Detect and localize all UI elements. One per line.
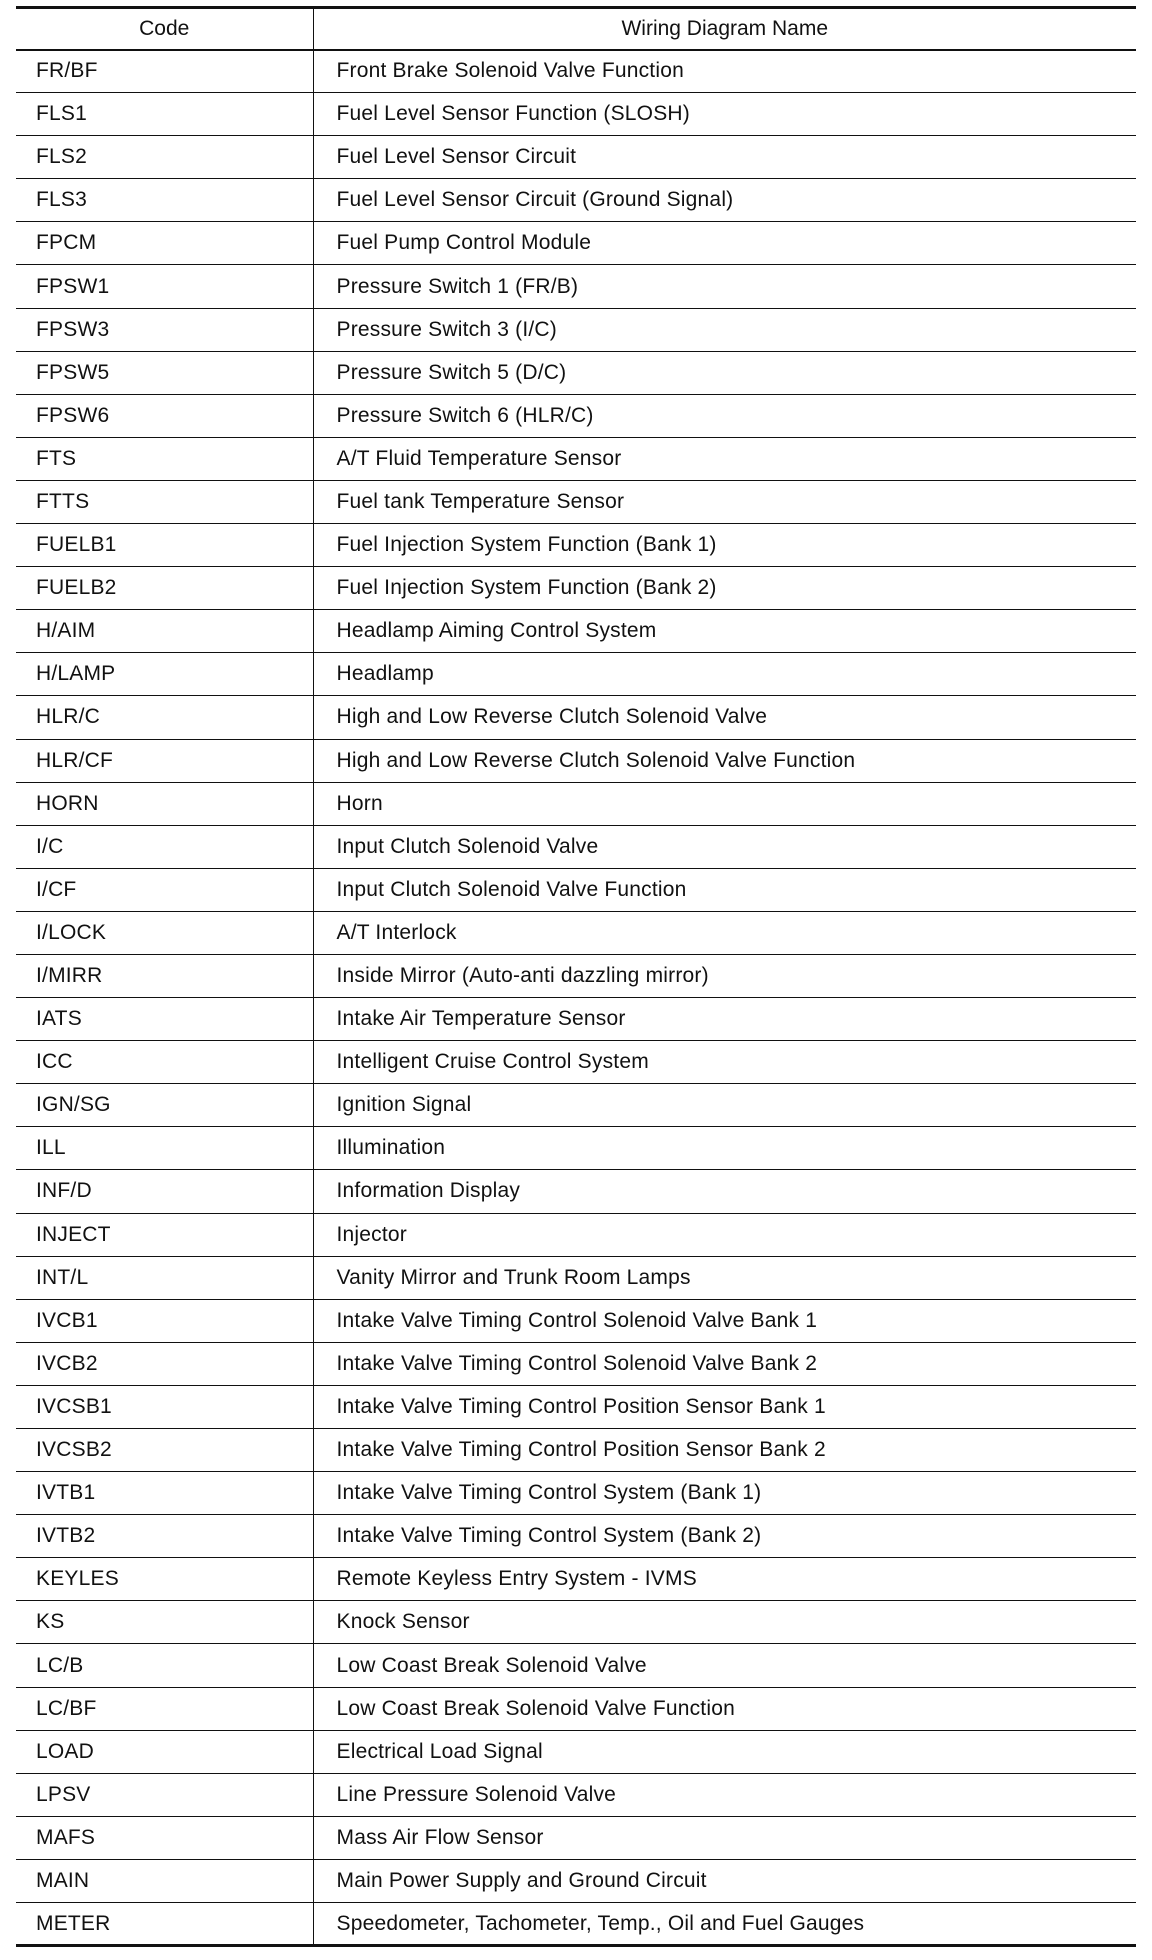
table-header (16, 8, 1136, 50)
wiring-diagram-name-cell: Intake Valve Timing Control Solenoid Valve Bank 1 (313, 1299, 1136, 1342)
code-cell: INJECT (16, 1213, 313, 1256)
wiring-diagram-name-cell: A/T Interlock (313, 911, 1136, 954)
code-cell: IVCB1 (16, 1299, 313, 1342)
wiring-diagram-name-cell: Information Display (313, 1170, 1136, 1213)
table-row (16, 1385, 1136, 1428)
code-cell: INT/L (16, 1256, 313, 1299)
code-column-header: Code (16, 8, 313, 50)
wiring-diagram-name-cell: Low Coast Break Solenoid Valve (313, 1644, 1136, 1687)
table-row (16, 567, 1136, 610)
wiring-diagram-name-cell: Intake Air Temperature Sensor (313, 998, 1136, 1041)
table-row (16, 1903, 1136, 1946)
table-row (16, 1256, 1136, 1299)
code-cell: HORN (16, 782, 313, 825)
wiring-diagram-name-cell: Fuel Level Sensor Function (SLOSH) (313, 93, 1136, 136)
code-cell: HLR/C (16, 696, 313, 739)
wiring-diagram-name-cell: Intelligent Cruise Control System (313, 1041, 1136, 1084)
code-cell: FTTS (16, 480, 313, 523)
table-row (16, 351, 1136, 394)
wiring-diagram-name-cell: Low Coast Break Solenoid Valve Function (313, 1687, 1136, 1730)
wiring-diagram-name-cell: Fuel Injection System Function (Bank 2) (313, 567, 1136, 610)
wiring-diagram-name-cell: Line Pressure Solenoid Valve (313, 1773, 1136, 1816)
code-cell: FUELB2 (16, 567, 313, 610)
code-cell: LOAD (16, 1730, 313, 1773)
table-row (16, 782, 1136, 825)
wiring-diagram-name-cell: Ignition Signal (313, 1084, 1136, 1127)
wiring-diagram-name-cell: Inside Mirror (Auto-anti dazzling mirror) (313, 954, 1136, 997)
table-row (16, 1299, 1136, 1342)
code-cell: KEYLES (16, 1558, 313, 1601)
table-row (16, 1558, 1136, 1601)
table-row (16, 1730, 1136, 1773)
table-row (16, 179, 1136, 222)
table-row (16, 1084, 1136, 1127)
code-cell: FPCM (16, 222, 313, 265)
table-row (16, 1041, 1136, 1084)
code-cell: IVTB2 (16, 1515, 313, 1558)
wiring-diagram-name-column-header: Wiring Diagram Name (313, 8, 1136, 50)
code-cell: FLS2 (16, 136, 313, 179)
wiring-diagram-name-cell: Input Clutch Solenoid Valve Function (313, 868, 1136, 911)
table-row (16, 696, 1136, 739)
wiring-diagram-name-cell: Main Power Supply and Ground Circuit (313, 1859, 1136, 1902)
code-cell: I/C (16, 825, 313, 868)
code-cell: ICC (16, 1041, 313, 1084)
wiring-diagram-name-cell: Illumination (313, 1127, 1136, 1170)
code-cell: IVCSB2 (16, 1429, 313, 1472)
wiring-diagram-name-cell: Fuel Level Sensor Circuit (313, 136, 1136, 179)
code-cell: FR/BF (16, 50, 313, 93)
code-cell: FLS1 (16, 93, 313, 136)
code-cell: HLR/CF (16, 739, 313, 782)
code-cell: FPSW3 (16, 308, 313, 351)
code-cell: METER (16, 1903, 313, 1946)
table-row (16, 1687, 1136, 1730)
wiring-diagram-name-cell: Fuel Injection System Function (Bank 1) (313, 524, 1136, 567)
table-row (16, 825, 1136, 868)
table-row (16, 222, 1136, 265)
table-body (16, 50, 1136, 1946)
code-cell: FLS3 (16, 179, 313, 222)
code-cell: IATS (16, 998, 313, 1041)
table-row (16, 1472, 1136, 1515)
code-cell: KS (16, 1601, 313, 1644)
wiring-diagram-code-table (16, 6, 1136, 1947)
wiring-diagram-name-cell: Fuel tank Temperature Sensor (313, 480, 1136, 523)
table-row (16, 868, 1136, 911)
wiring-diagram-name-cell: A/T Fluid Temperature Sensor (313, 437, 1136, 480)
code-cell: MAIN (16, 1859, 313, 1902)
wiring-diagram-name-cell: Mass Air Flow Sensor (313, 1816, 1136, 1859)
table-row (16, 1213, 1136, 1256)
table-row (16, 1342, 1136, 1385)
table-row (16, 739, 1136, 782)
table-row (16, 653, 1136, 696)
wiring-diagram-name-cell: Speedometer, Tachometer, Temp., Oil and Fuel Gauges (313, 1903, 1136, 1946)
document-page (16, 6, 1136, 1947)
table-row (16, 954, 1136, 997)
code-cell: IVCSB1 (16, 1385, 313, 1428)
code-cell: H/AIM (16, 610, 313, 653)
wiring-diagram-name-cell: Pressure Switch 5 (D/C) (313, 351, 1136, 394)
table-row (16, 1644, 1136, 1687)
wiring-diagram-name-cell: Fuel Pump Control Module (313, 222, 1136, 265)
table-row (16, 610, 1136, 653)
wiring-diagram-name-cell: Headlamp (313, 653, 1136, 696)
table-row (16, 1515, 1136, 1558)
table-row (16, 911, 1136, 954)
code-cell: MAFS (16, 1816, 313, 1859)
wiring-diagram-name-cell: Remote Keyless Entry System - IVMS (313, 1558, 1136, 1601)
wiring-diagram-name-cell: Intake Valve Timing Control System (Bank 2) (313, 1515, 1136, 1558)
table-row (16, 1816, 1136, 1859)
code-cell: I/CF (16, 868, 313, 911)
code-cell: I/LOCK (16, 911, 313, 954)
table-row (16, 1773, 1136, 1816)
table-row (16, 308, 1136, 351)
table-row (16, 437, 1136, 480)
code-cell: I/MIRR (16, 954, 313, 997)
code-cell: H/LAMP (16, 653, 313, 696)
wiring-diagram-name-cell: Fuel Level Sensor Circuit (Ground Signal) (313, 179, 1136, 222)
table-row (16, 136, 1136, 179)
wiring-diagram-name-cell: Front Brake Solenoid Valve Function (313, 50, 1136, 93)
table-row (16, 1429, 1136, 1472)
table-row (16, 50, 1136, 93)
table-row (16, 1127, 1136, 1170)
code-cell: FPSW6 (16, 394, 313, 437)
code-cell: IVTB1 (16, 1472, 313, 1515)
code-cell: FPSW5 (16, 351, 313, 394)
table-row (16, 1859, 1136, 1902)
table-row (16, 394, 1136, 437)
wiring-diagram-name-cell: Input Clutch Solenoid Valve (313, 825, 1136, 868)
wiring-diagram-name-cell: Pressure Switch 3 (I/C) (313, 308, 1136, 351)
table-row (16, 1601, 1136, 1644)
wiring-diagram-name-cell: Pressure Switch 1 (FR/B) (313, 265, 1136, 308)
wiring-diagram-name-cell: Intake Valve Timing Control System (Bank 1) (313, 1472, 1136, 1515)
header-row (16, 8, 1136, 50)
code-cell: FUELB1 (16, 524, 313, 567)
wiring-diagram-name-cell: Knock Sensor (313, 1601, 1136, 1644)
wiring-diagram-name-cell: Vanity Mirror and Trunk Room Lamps (313, 1256, 1136, 1299)
code-cell: INF/D (16, 1170, 313, 1213)
wiring-diagram-name-cell: High and Low Reverse Clutch Solenoid Valve (313, 696, 1136, 739)
wiring-diagram-name-cell: Pressure Switch 6 (HLR/C) (313, 394, 1136, 437)
table-row (16, 524, 1136, 567)
code-cell: FTS (16, 437, 313, 480)
code-cell: ILL (16, 1127, 313, 1170)
code-cell: LPSV (16, 1773, 313, 1816)
wiring-diagram-name-cell: Horn (313, 782, 1136, 825)
code-cell: FPSW1 (16, 265, 313, 308)
code-cell: LC/B (16, 1644, 313, 1687)
table-row (16, 265, 1136, 308)
wiring-diagram-name-cell: Intake Valve Timing Control Position Sensor Bank 1 (313, 1385, 1136, 1428)
wiring-diagram-name-cell: Intake Valve Timing Control Position Sensor Bank 2 (313, 1429, 1136, 1472)
table-row (16, 998, 1136, 1041)
wiring-diagram-name-cell: Injector (313, 1213, 1136, 1256)
table-row (16, 1170, 1136, 1213)
code-cell: LC/BF (16, 1687, 313, 1730)
wiring-diagram-name-cell: Headlamp Aiming Control System (313, 610, 1136, 653)
wiring-diagram-name-cell: High and Low Reverse Clutch Solenoid Valve Function (313, 739, 1136, 782)
table-row (16, 93, 1136, 136)
code-cell: IVCB2 (16, 1342, 313, 1385)
wiring-diagram-name-cell: Electrical Load Signal (313, 1730, 1136, 1773)
table-row (16, 480, 1136, 523)
code-cell: IGN/SG (16, 1084, 313, 1127)
wiring-diagram-name-cell: Intake Valve Timing Control Solenoid Valve Bank 2 (313, 1342, 1136, 1385)
